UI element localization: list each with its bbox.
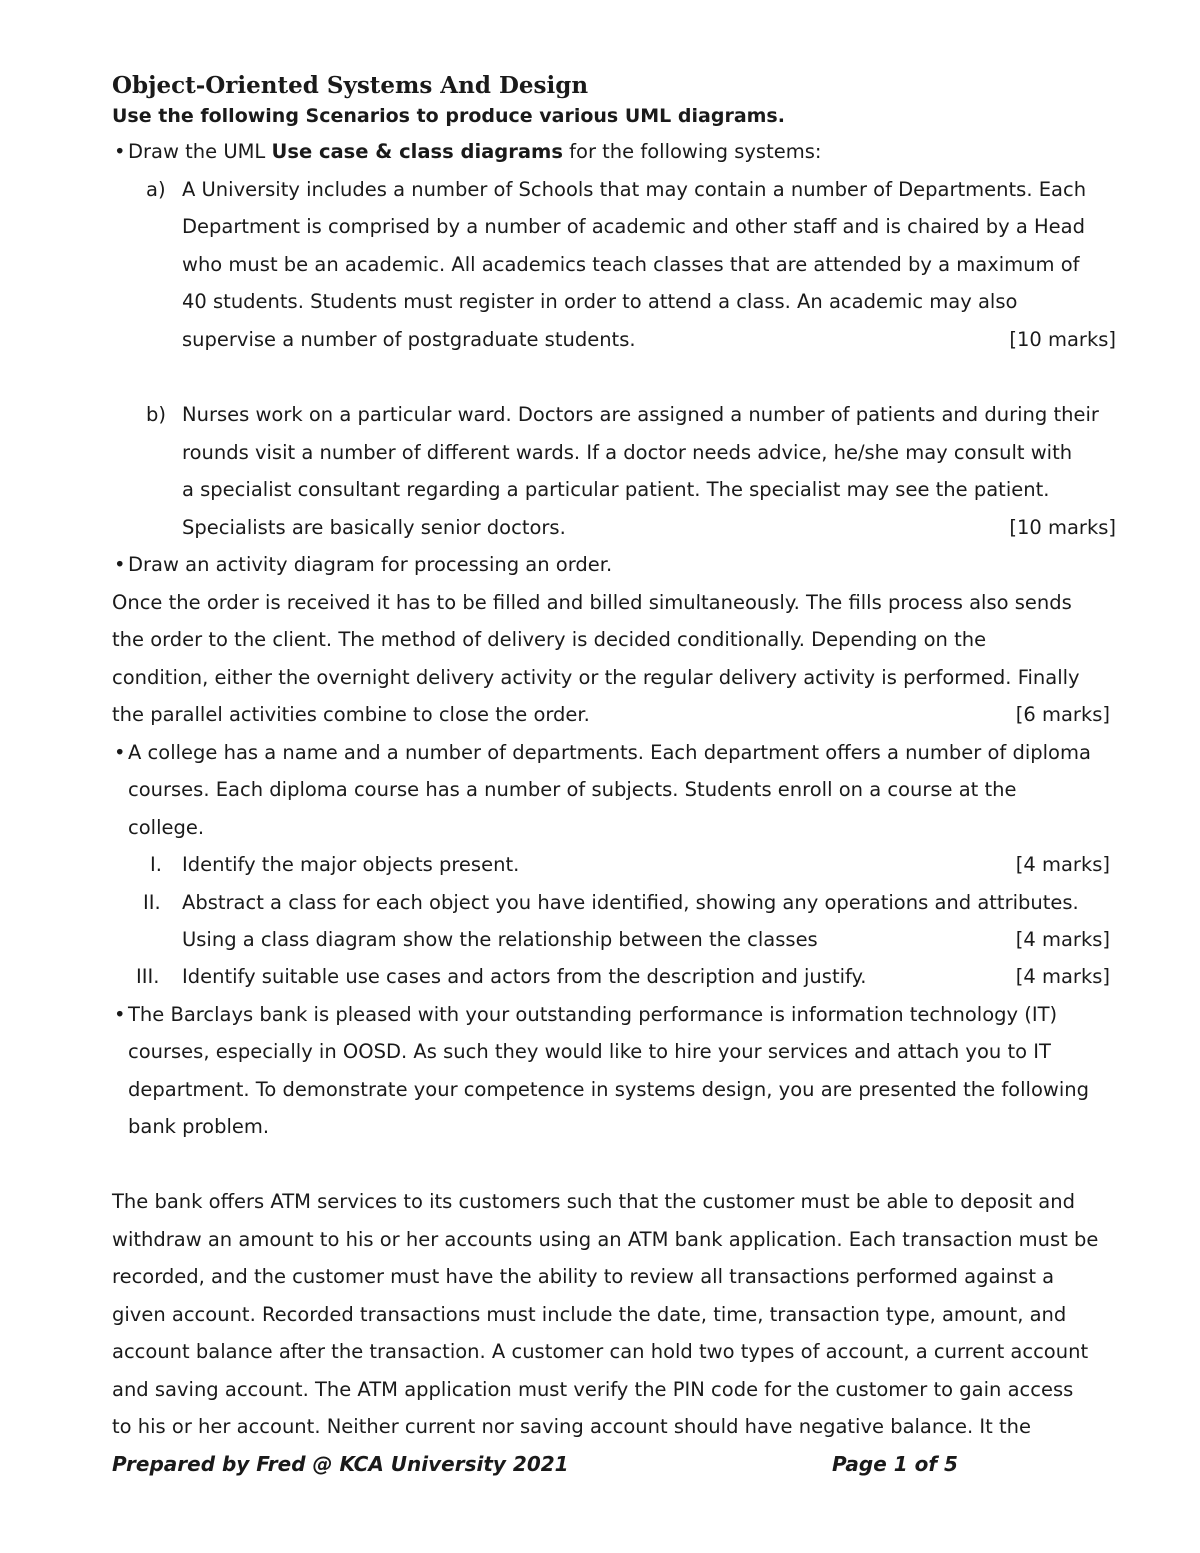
section3-line: courses. Each diploma course has a number of subjects. Students enroll on a course at the bbox=[128, 778, 1017, 801]
section4-line: The Barclays bank is pleased with your outstanding performance is information technology (IT) bbox=[128, 1003, 1058, 1026]
marks-label: [10 marks] bbox=[1009, 328, 1116, 351]
roman-item-line: Identify the major objects present. bbox=[182, 853, 520, 876]
section2-lead: Draw an activity diagram for processing an order. bbox=[128, 553, 613, 576]
paragraph-line: and saving account. The ATM application must verify the PIN code for the customer to gain access bbox=[112, 1378, 1074, 1401]
bullet: • bbox=[114, 741, 126, 764]
roman-label: III. bbox=[136, 965, 160, 988]
section2-line: Once the order is received it has to be filled and billed simultaneously. The fills process also sends bbox=[112, 591, 1072, 614]
roman-label: II. bbox=[143, 891, 161, 914]
section2-line: the parallel activities combine to close the order. bbox=[112, 703, 590, 726]
item-b-line: a specialist consultant regarding a particular patient. The specialist may see the patient. bbox=[182, 478, 1050, 501]
item-b-line: rounds visit a number of different wards. If a doctor needs advice, he/she may consult with bbox=[182, 441, 1073, 464]
section4-line: bank problem. bbox=[128, 1115, 270, 1138]
marks-label: [4 marks] bbox=[1015, 928, 1110, 951]
marks-label: [4 marks] bbox=[1015, 965, 1110, 988]
marks-label: [4 marks] bbox=[1015, 853, 1110, 876]
roman-item-line: Using a class diagram show the relationship between the classes bbox=[182, 928, 818, 951]
page-subtitle: Use the following Scenarios to produce various UML diagrams. bbox=[112, 105, 785, 127]
lead-text: for the following systems: bbox=[562, 140, 822, 163]
section4-line: department. To demonstrate your competence in systems design, you are presented the following bbox=[128, 1078, 1089, 1101]
section3-line: college. bbox=[128, 816, 205, 839]
paragraph-line: given account. Recorded transactions must include the date, time, transaction type, amount, and bbox=[112, 1303, 1067, 1326]
footer-prepared-by: Prepared by Fred @ KCA University 2021 bbox=[112, 1452, 569, 1476]
bullet: • bbox=[114, 553, 126, 576]
paragraph-line: withdraw an amount to his or her accounts using an ATM bank application. Each transaction must be bbox=[112, 1228, 1099, 1251]
section1-lead bbox=[128, 133, 821, 171]
bullet: • bbox=[114, 1003, 126, 1026]
marks-label: [10 marks] bbox=[1009, 516, 1116, 539]
item-a-line: supervise a number of postgraduate students. bbox=[182, 328, 636, 351]
section4-line: courses, especially in OOSD. As such they would like to hire your services and attach you to IT bbox=[128, 1040, 1051, 1063]
roman-label: I. bbox=[150, 853, 162, 876]
item-label-b: b) bbox=[146, 403, 166, 426]
bullet: • bbox=[114, 140, 126, 163]
item-a-line: 40 students. Students must register in order to attend a class. An academic may also bbox=[182, 290, 1018, 313]
footer-page-number: Page 1 of 5 bbox=[832, 1452, 958, 1476]
item-b-line: Nurses work on a particular ward. Doctors are assigned a number of patients and during their bbox=[182, 403, 1099, 426]
section2-line: condition, either the overnight delivery activity or the regular delivery activity is performed. Finally bbox=[112, 666, 1080, 689]
lead-bold-text: Use case & class diagrams bbox=[271, 140, 563, 163]
roman-item-line: Abstract a class for each object you have identified, showing any operations and attributes. bbox=[182, 891, 1079, 914]
lead-text: Draw the UML bbox=[128, 140, 272, 163]
paragraph-line: recorded, and the customer must have the ability to review all transactions performed against a bbox=[112, 1265, 1055, 1288]
item-b-line: Specialists are basically senior doctors. bbox=[182, 516, 566, 539]
paragraph-line: account balance after the transaction. A customer can hold two types of account, a current account bbox=[112, 1340, 1089, 1363]
page-title: Object-Oriented Systems And Design bbox=[112, 72, 589, 99]
item-a-line: who must be an academic. All academics teach classes that are attended by a maximum of bbox=[182, 253, 1080, 276]
section2-line: the order to the client. The method of delivery is decided conditionally. Depending on the bbox=[112, 628, 987, 651]
paragraph-line: The bank offers ATM services to its customers such that the customer must be able to deposit and bbox=[112, 1190, 1075, 1213]
paragraph-line: to his or her account. Neither current nor saving account should have negative balance. It the bbox=[112, 1415, 1031, 1438]
item-a-line: Department is comprised by a number of academic and other staff and is chaired by a Head bbox=[182, 215, 1085, 238]
section3-line: A college has a name and a number of departments. Each department offers a number of diploma bbox=[128, 741, 1091, 764]
roman-item-line: Identify suitable use cases and actors from the description and justify. bbox=[182, 965, 867, 988]
marks-label: [6 marks] bbox=[1015, 703, 1110, 726]
item-a-line: A University includes a number of Schools that may contain a number of Departments. Each bbox=[182, 178, 1087, 201]
item-label-a: a) bbox=[146, 178, 166, 201]
